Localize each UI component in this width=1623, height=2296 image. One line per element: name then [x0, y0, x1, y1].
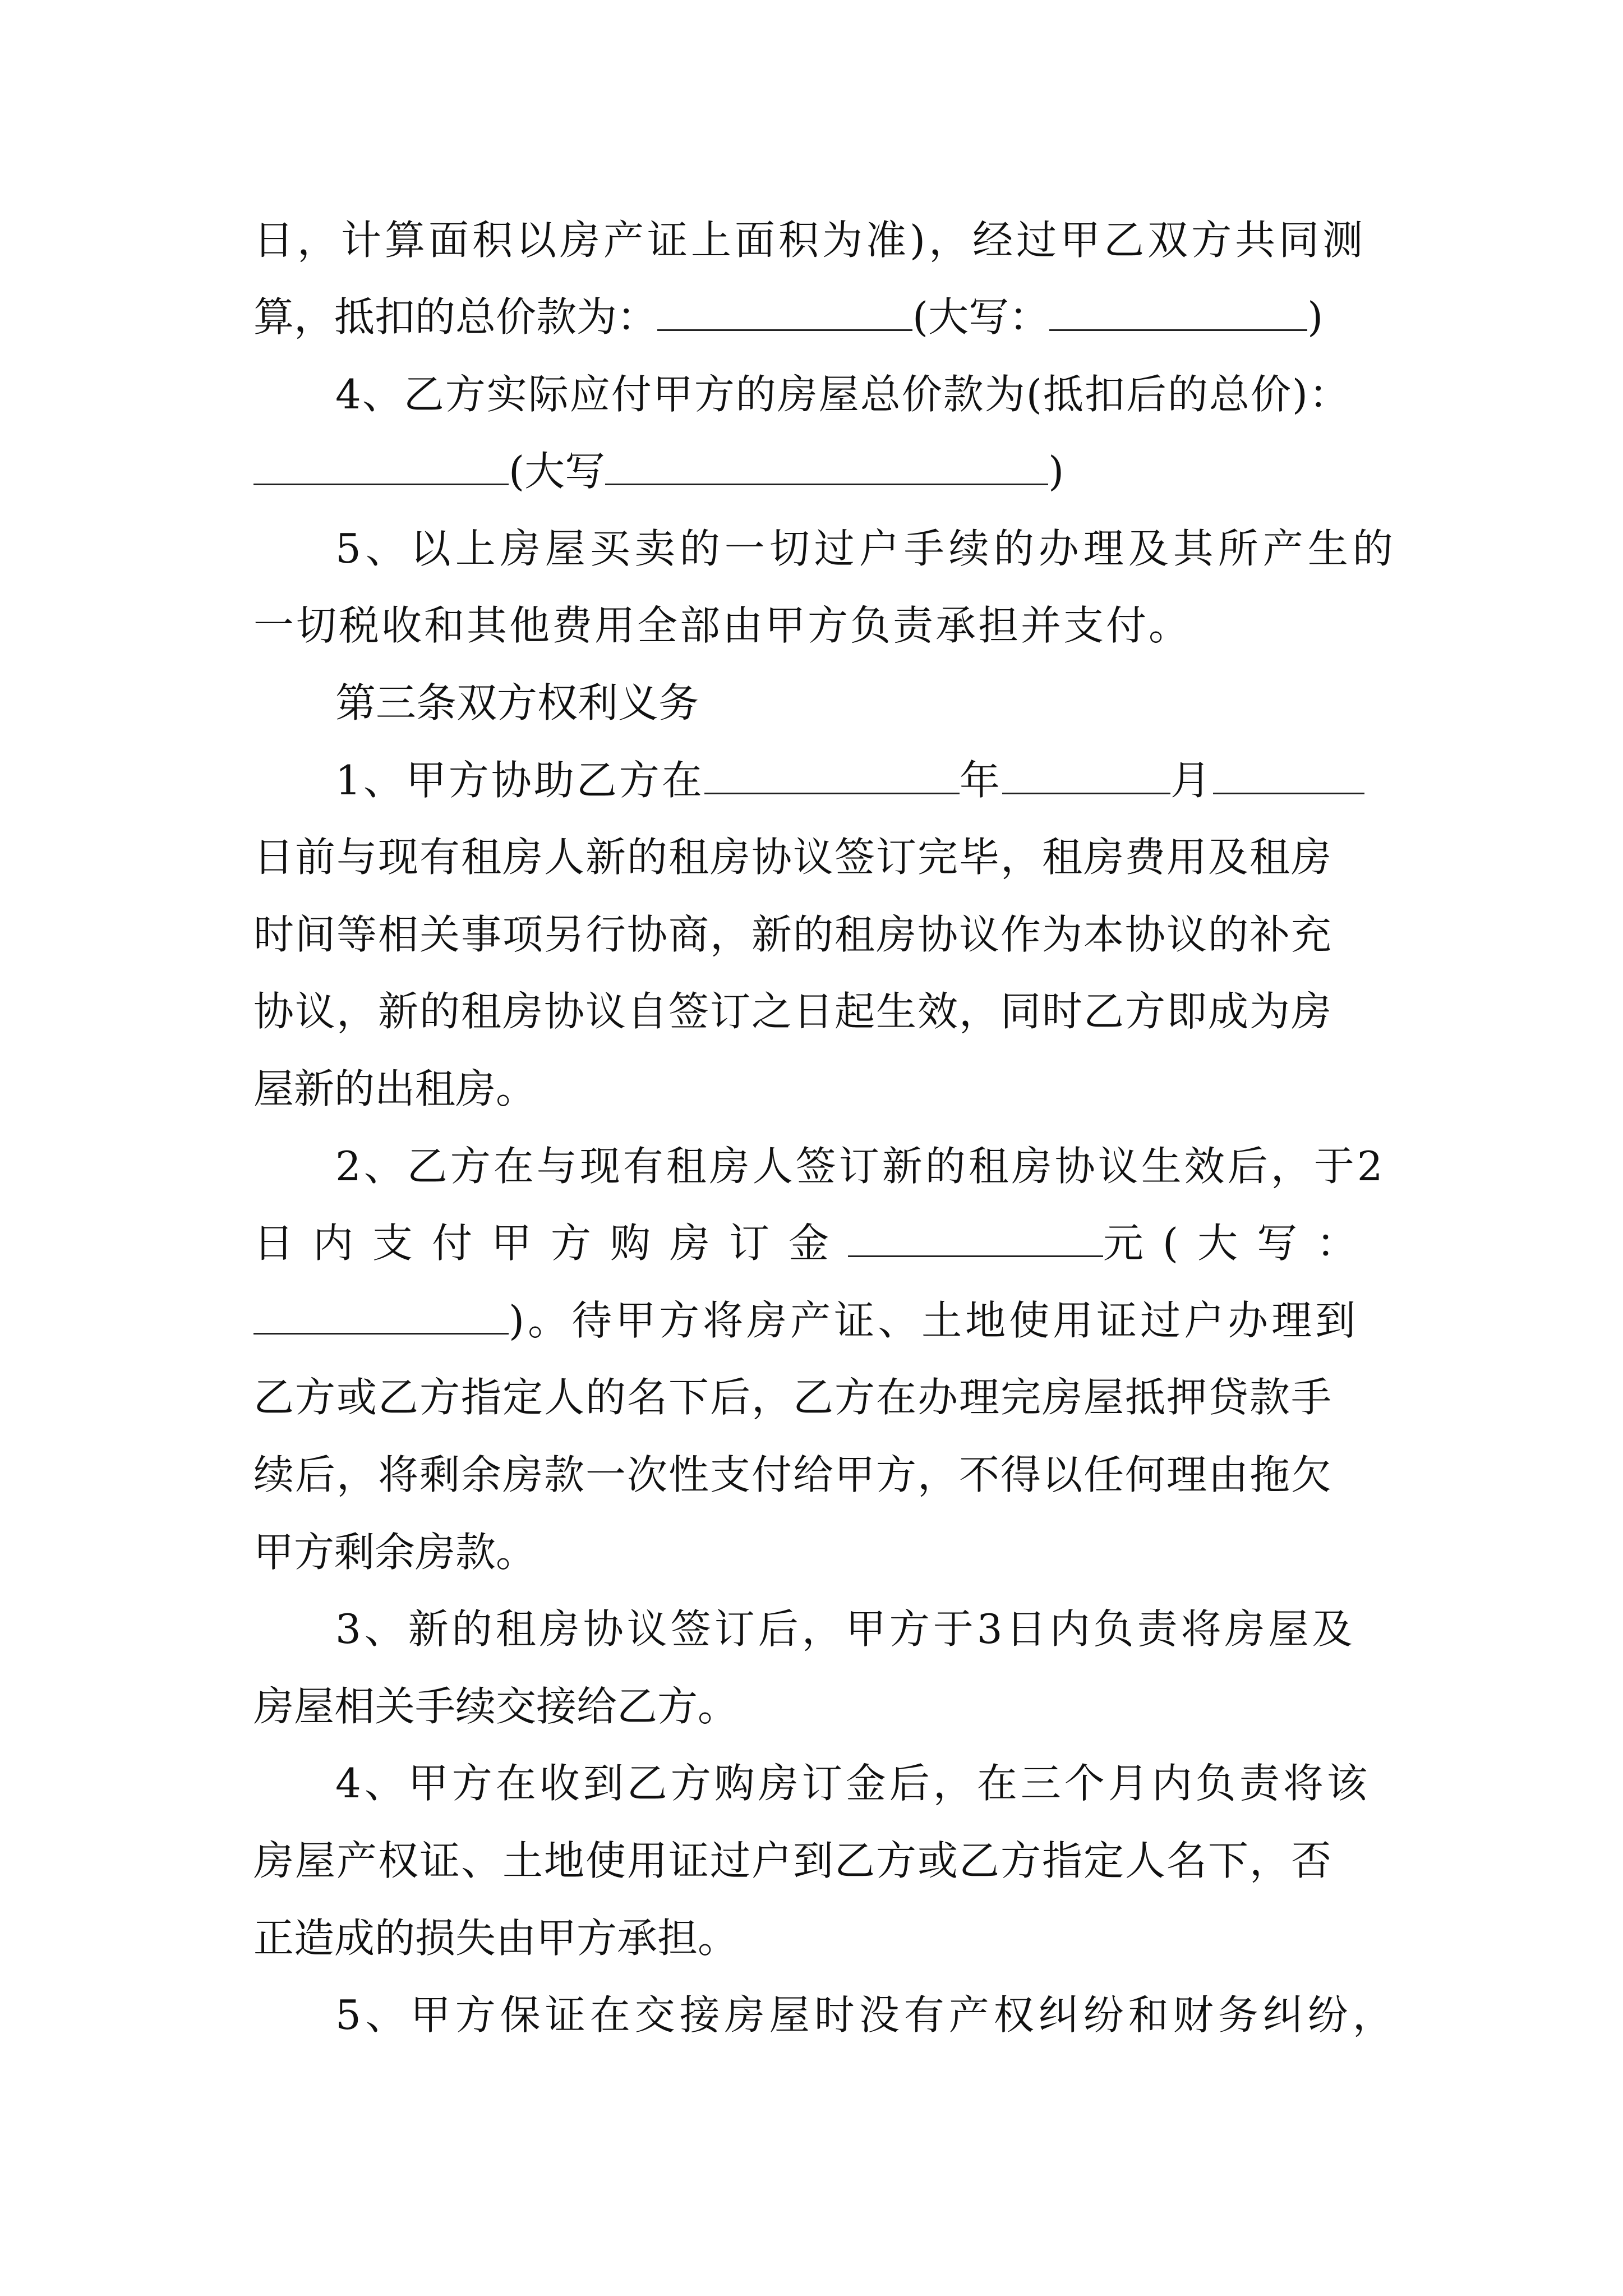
- text-line: 算，抵扣的总价款为： (大写： ): [253, 293, 1324, 341]
- text-line: 日前与现有租房人新的租房协议签订完毕，租房费用及租房: [253, 834, 1333, 881]
- text-line: 日内支付甲方购房订金 元(大写：: [253, 1220, 1376, 1267]
- text-line: 房屋相关手续交接给乙方。: [253, 1683, 739, 1730]
- text-line: (大写 ): [253, 446, 1064, 496]
- text-line: 一切税收和其他费用全部由甲方负责承担并支付。: [253, 602, 1192, 649]
- fill-in-blank: [848, 1218, 1103, 1257]
- text-line: 3、新的租房协议签订后，甲方于3日内负责将房屋及: [335, 1605, 1356, 1653]
- text-line: 协议，新的租房协议自签订之日起生效，同时乙方即成为房: [253, 988, 1333, 1035]
- text-line: 乙方或乙方指定人的名下后，乙方在办理完房屋抵押贷款手: [253, 1374, 1333, 1421]
- fill-in-blank: [253, 1296, 509, 1335]
- text-line: 4、甲方在收到乙方购房订金后，在三个月内负责将该: [335, 1760, 1371, 1807]
- fill-in-blank: [253, 447, 509, 485]
- fill-in-blank: [1213, 756, 1364, 794]
- text-line: 正造成的损失由甲方承担。: [253, 1915, 739, 1962]
- text-line: 5、以上房屋买卖的一切过户手续的办理及其所产生的: [335, 525, 1398, 572]
- text-line: 续后，将剩余房款一次性支付给甲方，不得以任何理由拖欠: [253, 1451, 1333, 1498]
- text-line: 时间等相关事项另行协商，新的租房协议作为本协议的补充: [253, 911, 1333, 958]
- text-line: 日，计算面积以房产证上面积为准)，经过甲乙双方共同测: [253, 217, 1367, 264]
- fill-in-blank: [1002, 756, 1170, 794]
- text-line: 5、甲方保证在交接房屋时没有产权纠纷和财务纠纷，: [335, 1991, 1398, 2039]
- fill-in-blank: [704, 756, 960, 794]
- fill-in-blank: [605, 447, 1048, 485]
- fill-in-blank: [657, 292, 912, 331]
- text-line: 1、甲方协助乙方在 年 月: [335, 755, 1364, 806]
- text-line: 甲方剩余房款。: [253, 1529, 537, 1576]
- text-line: 4、乙方实际应付甲方的房屋总价款为(抵扣后的总价)：: [335, 371, 1350, 418]
- section-heading: 第三条双方权利义务: [335, 679, 699, 726]
- text-line: 屋新的出租房。: [253, 1065, 537, 1112]
- text-line: 2、乙方在与现有租房人签订新的租房协议生效后，于2: [335, 1143, 1386, 1190]
- text-line: )。待甲方将房产证、土地使用证过户办理到: [253, 1295, 1359, 1346]
- text-line: 房屋产权证、土地使用证过户到乙方或乙方指定人名下，否: [253, 1837, 1333, 1884]
- fill-in-blank: [1049, 292, 1307, 331]
